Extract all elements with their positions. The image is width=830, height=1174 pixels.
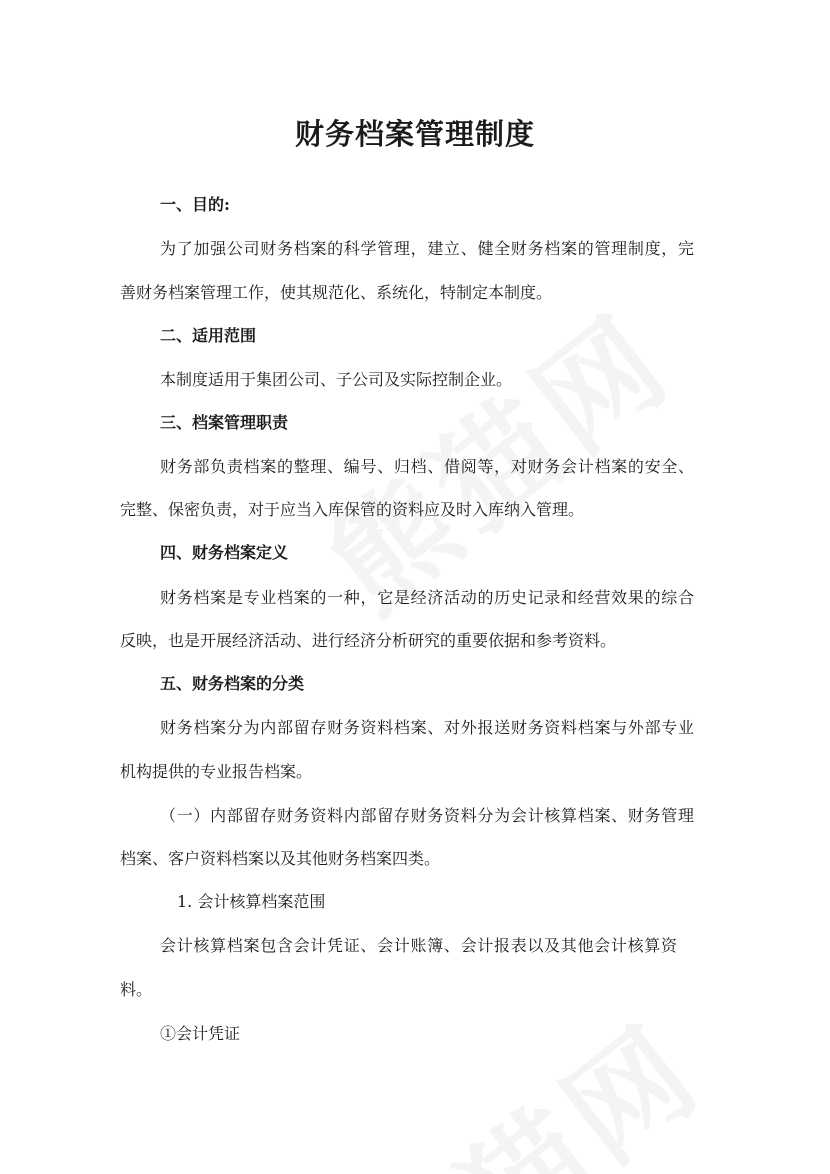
section-heading-definition: 四、财务档案定义 (160, 543, 289, 562)
subsection-heading: 1. 会计核算档案范围 (177, 892, 326, 911)
paragraph-line: 会计核算档案包含会计凭证、会计账簿、会计报表以及其他会计核算资 (160, 936, 677, 955)
paragraph-line: 料。 (120, 980, 153, 999)
paragraph-line: 善财务档案管理工作，使其规范化、系统化，特制定本制度。 (120, 283, 553, 302)
section-heading-responsibilities: 三、档案管理职责 (160, 413, 289, 432)
paragraph-line: 财务档案是专业档案的一种，它是经济活动的历史记录和经营效果的综合 (160, 588, 694, 607)
paragraph-line: 本制度适用于集团公司、子公司及实际控制企业。 (160, 370, 513, 389)
paragraph-line: 机构提供的专业报告档案。 (120, 762, 313, 781)
paragraph-line: （一）内部留存财务资料内部留存财务资料分为会计核算档案、财务管理 (160, 806, 694, 825)
page-title: 财务档案管理制度 (294, 117, 535, 151)
list-item-heading: ①会计凭证 (160, 1024, 241, 1043)
watermark (318, 978, 731, 1174)
paragraph-line: 档案、客户资料档案以及其他财务档案四类。 (120, 849, 441, 868)
section-heading-scope: 二、适用范围 (160, 326, 257, 345)
section-heading-classification: 五、财务档案的分类 (160, 674, 305, 693)
paragraph-line: 财务部负责档案的整理、编号、归档、借阅等，对财务会计档案的安全、 (160, 457, 694, 476)
paragraph-line: 反映，也是开展经济活动、进行经济分析研究的重要依据和参考资料。 (120, 631, 617, 650)
section-heading-purpose: 一、目的: (160, 195, 230, 214)
paragraph-line: 为了加强公司财务档案的科学管理，建立、健全财务档案的管理制度，完 (160, 239, 694, 258)
paragraph-line: 完整、保密负责，对于应当入库保管的资料应及时入库纳入管理。 (120, 500, 585, 519)
paragraph-line: 财务档案分为内部留存财务资料档案、对外报送财务资料档案与外部专业 (160, 718, 694, 737)
